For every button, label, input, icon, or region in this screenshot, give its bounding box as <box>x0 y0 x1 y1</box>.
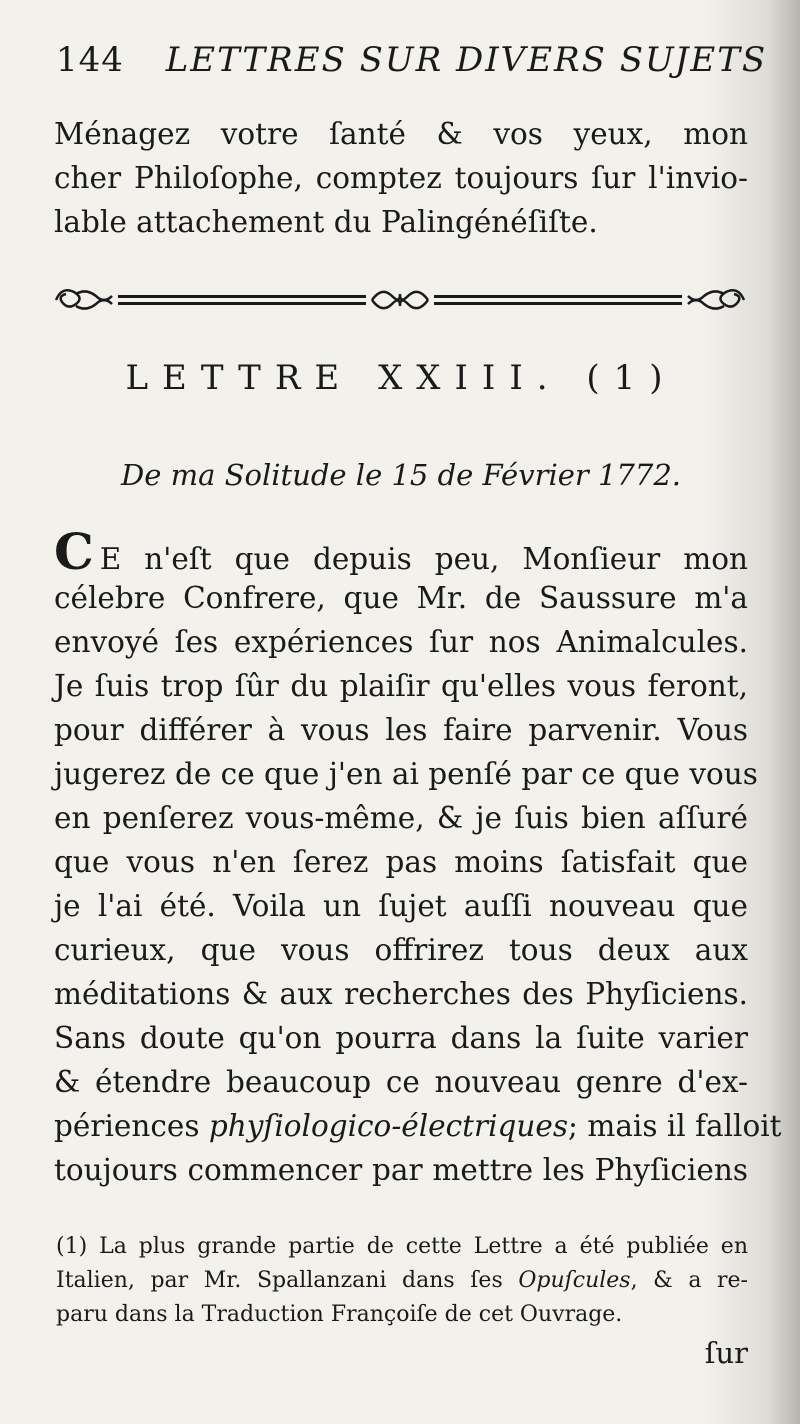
body-line-5: pour différer à vous les faire parvenir. Vous <box>54 713 748 747</box>
page-number: 144 <box>56 40 124 80</box>
letter-dateline: De ma Solitude le 15 de Février 1772. <box>121 458 681 492</box>
body-line-8: que vous n'en ſerez pas moins ſatisfait que <box>54 845 748 879</box>
footnote-line-2-italic: Opuſcules <box>518 1268 631 1293</box>
body-line-13: & étendre beaucoup ce nouveau genre d'ex- <box>54 1065 748 1099</box>
body-line-1-text: E n'eſt que depuis peu, Monſieur mon <box>99 542 748 576</box>
body-line-9: je l'ai été. Voila un ſujet auſſi nouveau que <box>54 889 748 923</box>
body-line-6: jugerez de ce que j'en ai penſé par ce que vous <box>54 757 758 791</box>
body-line-14-c: ; mais il falloit <box>568 1109 782 1143</box>
closing-line-3: lable attachement du Palingénéſiſte. <box>54 205 598 239</box>
body-line-3: envoyé ſes expériences ſur nos Animalcules. <box>54 625 748 659</box>
footnote-line-2-a: Italien, par Mr. Spallanzani dans ſes <box>56 1268 503 1293</box>
body-line-10: curieux, que vous offrirez tous deux aux <box>54 933 748 967</box>
drop-cap: C <box>54 522 94 581</box>
body-line-11: méditations & aux recherches des Phyſiciens. <box>54 977 748 1011</box>
footnote-line-2-c: , & a re- <box>630 1268 748 1293</box>
body-line-4: Je ſuis trop ſûr du plaiſir qu'elles vous feront, <box>54 669 748 703</box>
body-line-2: célebre Confrere, que Mr. de Saussure m'a <box>54 581 748 615</box>
footnote-line-1: (1) La plus grande partie de cette Lettre a été publiée en <box>56 1234 748 1259</box>
body-line-14 <box>54 1104 782 1148</box>
body-line-14-a: périences <box>54 1109 200 1143</box>
body-line-7: en penſerez vous-même, & je ſuis bien aſſuré <box>54 801 748 835</box>
body-line-1 <box>54 522 748 581</box>
letter-title: LETTRE XXIII. (1) <box>125 358 677 398</box>
catchword: ſur <box>704 1336 748 1370</box>
running-title: LETTRES SUR DIVERS SUJETS <box>165 40 768 80</box>
body-line-15: toujours commencer par mettre les Phyſiciens <box>54 1153 748 1187</box>
running-header <box>56 40 768 80</box>
body-line-14-italic: phyſiologico-électriques <box>208 1109 569 1143</box>
body-line-12: Sans doute qu'on pourra dans la ſuite varier <box>54 1021 748 1055</box>
footnote-line-3: paru dans la Traduction Françoiſe de cet Ouvrage. <box>56 1302 623 1327</box>
ornamental-divider <box>52 280 748 320</box>
footnote-line-2 <box>56 1264 748 1298</box>
closing-line-2: cher Philoſophe, comptez toujours ſur l'invio- <box>54 161 748 195</box>
closing-line-1: Ménagez votre ſanté & vos yeux, mon <box>54 117 748 151</box>
